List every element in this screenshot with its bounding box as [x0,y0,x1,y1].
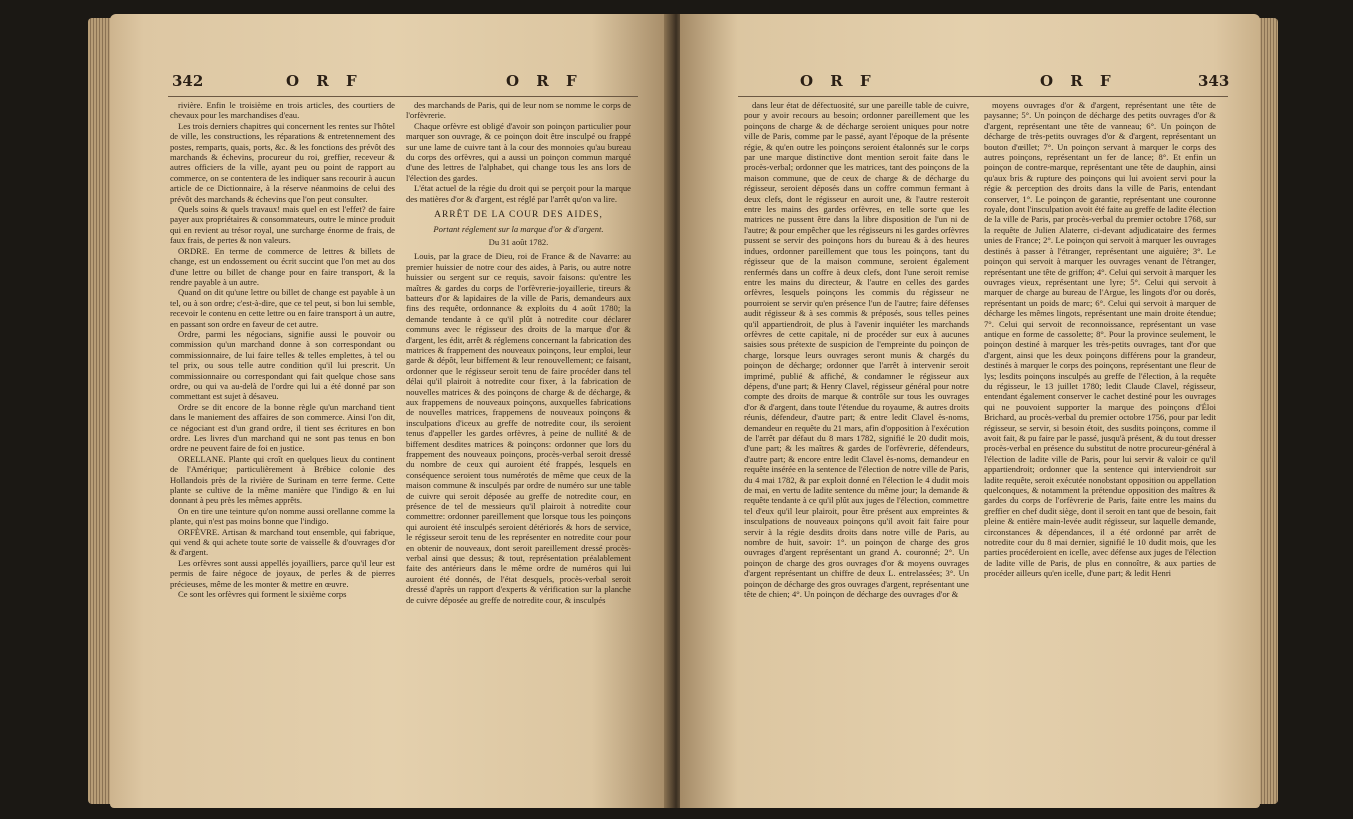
section-title: ARRÊT DE LA COUR DES AIDES, [434,210,603,221]
column-right-1 [744,100,969,800]
paragraph: Les trois derniers chapitres qui concernent les rentes sur l'hôtel de ville, les constructions, les réparations & entretennement des postes, remparts, quais, ports, &c. & les fonctions des prévôt des marchands & échevins, procureur du roi, greffier, receveur & autres officiers de la ville, ayant peu ou point de rapport au commerce, on se contentera de les indiquer sans recourir à aucun article de ce Dictionnaire, à la réserve néanmoins de celui des prévôt des marchands & échevins que l'on peut consulter. [170,120,395,204]
column-left-1 [170,100,395,800]
paragraph: Ordre se dit encore de la bonne règle qu'un marchand tient dans le maniement des affaires de son commerce. Ainsi l'on dit, ce négociant est d'un grand ordre, il tient ses écritures en bon ordre. Les livres d'un marchand qui ne sont pas tenus en bon ordre ne peuvent faire de foi en justice. [170,401,395,454]
running-head: O R F [1040,72,1117,90]
section-subtitle: Portant réglement sur la marque d'or & d'argent. [433,224,604,235]
header-rule [168,96,638,97]
left-page-header [110,72,670,96]
paragraph: dans leur état de défectuosité, sur une pareille table de cuivre, pour y avoir recours au besoin; ordonner pareillement que les poinçons de charge & de décharge seroient uniques pour notre ville de Paris, comme par le passé, ayant l'époque de la présente régie, & qu'en outre les poinçons seroient étalonnés sur le corps par une marque distinctive dont mention seroit faite dans le procès-verbal; ordonner que les matrices, tant des poinçons de la maison commune, que de ceux de charge & de décharge du régisseur, seroient déposés dans un coffre commun fermant à deux clefs, dont le régisseur en auroit une, & l'autre resteroit entre les mains des gardes orfèvres, en telle sorte que les matrices ne pussent être dans la libre disposition de l'un ni de l'autre; & pour empêcher que les régisseurs ni les gardes orfèvres pussent se servir des poinçons hors du bureau & à des heures indues, ordonner pareillement que tous les poinçons, tant du régisseur que de la maison commune, seroient également renfermés dans un coffre à deux clefs, dont l'une seroit remise entre les mains du directeur, & l'autre en celles des gardes orfèvres, lesquels poinçons les commis du régisseur ne pourroient se servir qu'en présence l'un de l'autre; faire défenses audit régisseur & à ses commis & préposés, sous telles peines qu'il appartiendroit, de plus à l'avenir inquiéter les marchands orfèvres de cette capitale, ni de procéder sur eux à aucunes saisies sous prétexte de suspicion de l'empreinte du poinçon de charge, lorsque leurs ouvrages seront munis & chargés du poinçon de décharge; ordonner que l'arrêt à intervenir seroit imprimé, publié & affiché, & condamner le régisseur aux dépens, d'une part; & Henry Clavel, régisseur général pour notre compte des droits de marque & contrôle sur tous les ouvrages d'or & d'argent, dans toute l'étendue du royaume, & autres droits réunis, défendeur, d'autre part; & entre ledit Clavel ès-noms, demandeur en requête du 21 mars, afin d'opposition à l'exécution de l'arrêt par défaut du 8 mars 1782, signifié le 20 dudit mois, d'une part; & les maîtres & gardes de l'orfèvrerie, défendeurs, d'autre part; & encore entre ledit Clavel ès-noms, demandeur en requête insérée en la sentence de l'élection de notre ville de Paris, du 4 mai 1782, & par exploit donné en l'élection le 4 dudit mois de mai, en vertu de ladite sentence du même jour; la demande & requête tendante à ce qu'il plût aux juges de l'élection, commettre tel d'eux qu'il leur plairoit, pour être présent aux empreintes & insculpations de nouveaux poinçons qu'il avoit fait faire pour servir à la régie desdits droits dans notre ville de Paris, au nombre de huit, savoir: 1°. un poinçon de charge des gros ouvrages d'argent représentant un grand A. couronné; 2°. Un poinçon de charge des gros ouvrages d'or & moyens ouvrages d'argent représentant un chiffre de deux L. entrelassées; 3°. Un poinçon de décharge des gros ouvrages d'argent, représentant une tête de chien; 4°. Un poinçon de décharge des ouvrages d'or & [744,100,969,600]
paragraph: moyens ouvrages d'or & d'argent, représentant une tête de paysanne; 5°. Un poinçon de décharge des petits ouvrages d'or & d'argent, représentant une tête de vanneau; 6°. Un poinçon de décharge de très-petits ouvrages d'or & d'argent, représentant un bouton d'œillet; 7°. Un poinçon servant à marquer le corps des autres poinçons, représentant un fer de lance; 8°. Et enfin un poinçon de contre-marque, représentant une tête de dauphin, ainsi qu'aux bris & rupture des poinçons qui lui avoient servi pour la régie & perception des droits dans la ville de Paris, entendant conserver, 1°. Le poinçon de garantie, représentant une couronne royale, dont l'insculpation avoit été faite au greffe de ladite élection de la ville de Paris, par procès-verbal du premier octobre 1768, sur la requête de Julien Alaterre, ci-devant adjudicataire des fermes unies de France; 2°. Le poinçon qui servoit à marquer les ouvrages destinés à passer à l'étranger, représentant une aiguière; 3°. Le poinçon qui servoit à marquer les ouvrages venant de l'étranger, représentant une tête de griffon; 4°. Celui qui servoit à marquer les ouvrages vieux, représentant une lyre; 5°. Celui qui servoit à marquer de charge au bureau de l'Argue, les lingots d'or ou dorés, représentant un poids de marc; 6°. Celui qui servoit à marquer de décharge les mêmes lingots, représentant une main droite étendue; 7°. Celui qui servoit de reconnoissance, représentant un vase antique en forme de cassolette; 8°. Pour la province seulement, le poinçon destiné à marquer les très-petits ouvrages, tant d'or que d'argent, ainsi que les deux poinçons différens pour la grandeur, destinés à marquer le corps des poinçons, représentant une fleur de lys; lesdits poinçons insculpés au greffe de l'élection, à la requête du régisseur, le 13 juillet 1780; ledit Claude Clavel, régisseur, entendant également conserver le cachet destiné pour les ouvrages qui ne pouvoient supporter la marque des poinçons d'Éloi Brichard, au procès-verbal du premier octobre 1756, pour par ledit régisseur, se servir, si besoin étoit, des susdits poinçons, comme il avoit fait, & pu faire par le passé, jusqu'à présent, & du tout dresser procès-verbal en présence du substitut de notre procureur-général à l'élection de ladite ville de Paris, pour lui servir & valoir ce qu'il appartiendroit; ordonner que la sentence qui interviendroit sur ladite requête, seroit exécutée nonobstant opposition ou appellation quelconques, & notamment la prétendue opposition des maîtres & gardes du corps de l'orfèvrerie de Paris, faite entre les mains du greffier en chef dudit siège, dont il seroit en tant que de besoin, fait pleine & entière main-levée audit régisseur, sur laquelle demande, circonstances & dépendances, il a été ordonné par arrêt de notredite cour du 8 mai dernier, signifié le 10 dudit mois, que les parties procéderoient en icelle, avec défense aux juges de l'élection de ladite ville de Paris, de plus en connoître, & aux parties de procéder ailleurs qu'en icelle, d'une part; & ledit Henri [984,100,1216,579]
running-head: O R F [800,72,877,90]
paragraph: Quels soins & quels travaux! mais quel en est l'effet? de faire payer aux propriétaires & consommateurs, outre le mince produit qui en revient au trésor royal, une surcharge énorme de frais, de faux frais, de pertes & non valeurs. [170,204,395,246]
page-number-right: 343 [1198,72,1230,90]
paragraph: Les orfèvres sont aussi appellés joyailliers, parce qu'il leur est permis de faire négoce de joyaux, de perles & de pierres précieuses, même de les monter & mettre en œuvre. [170,557,395,589]
paragraph: des marchands de Paris, qui de leur nom se nomme le corps de l'orfèvrerie. [406,100,631,121]
right-page-header [680,72,1260,96]
section-date: Du 31 août 1782. [488,236,549,247]
page-edges-left [88,18,112,804]
paragraph: ORFÈVRE. Artisan & marchand tout ensemble, qui fabrique, qui vend & qui achete toute sorte de vaisselle & d'ouvrages d'or & d'argent. [170,526,395,558]
paragraph: On en tire une teinture qu'on nomme aussi orellanne comme la plante, qui n'est pas moins bonne que l'indigo. [170,505,395,527]
header-rule [738,96,1228,97]
paragraph: rivière. Enfin le troisième en trois articles, des courtiers de chevaux pour les marchandises d'eau. [170,100,395,121]
column-right-2 [984,100,1216,800]
paragraph: Ce sont les orfèvres qui forment le sixième corps [178,589,347,600]
paragraph: Louis, par la grace de Dieu, roi de France & de Navarre: au premier huissier de notre cour des aides, à Paris, ou autre notre huissier ou sergent sur ce requis, savoir faisons: qu'entre les maîtres & gardes du corps de l'orfèvrerie-joyaillerie, tireurs & batteurs d'or & lapidaires de la ville de Paris, demandeurs aux fins des requête, ordonnance & exploits du 4 août 1780; la demande tendante à ce qu'il plût à notredite cour déclarer communs avec le régisseur des droits de la marque d'or & d'argent, les édit, arrêt & réglemens concernant la fabrication des matrices & frappement des nouveaux poinçons, leur emploi, leur garde & dépôt, leur biffement & leur renouvellement; ce faisant, ordonner que le régisseur seroit tenu de faire procéder dans tel délai qu'il plairoit à notredite cour fixer, à la fabrication de nouvelles matrices & des poinçons de charge & de décharge, & aux frappemens de nouveaux poinçons, auxquelles fabrications de nouvelles matrices, frappemens de nouveaux poinçons & insculpations d'iceux au greffe de notredite cour, ils seroient tenus d'appeller les gardes orfèvres, à peine de nullité & de biffement desdites matrices & poinçons: ordonner que lors du frappement des nouveaux poinçons, procès-verbal seroit dressé du nombre de ceux qui auroient été frappés, lesquels en conséquence seroient tous numérotés de même que ceux de la maison commune & insculpés par ordre de numéro sur une table de cuivre qui seroit déposée au greffe de notredite cour, en présence de tel de messieurs qu'il plairoit à notredite cour commettre: ordonner pareillement que lorsque tous les poinçons qui auroient été insculpés seroient détériorés & hors de service, le régisseur seroit tenu de les représenter en notredite cour pour en obtenir de nouveaux, dont seroit pareillement dressé procès-verbal ainsi que dessus; & tout, représentation préalablement faite des antérieurs dans le même ordre de numéros qui lui auroient été donnés, de l'état desquels, procès-verbal seroit dressé d'après un rapport d'experts & vérification sur la planche de cuivre déposée au greffe de notredite cour, & insculpés [406,251,631,605]
paragraph: Quand on dit qu'une lettre ou billet de change est payable à un tel, ou à son ordre; c'est-à-dire, que ce tel peut, si bon lui semble, recevoir le contenu en cette lettre ou en faire transport à un autre, en passant son ordre en faveur de cet autre. [170,287,395,329]
paragraph: Chaque orfèvre est obligé d'avoir son poinçon particulier pour marquer son ouvrage, & ce poinçon doit être insculpé ou frappé sur une lame de cuivre tant à la cour des monnoies qu'au bureau du corps des orfèvres, qui a aussi un poinçon commun marqué d'une des lettres de l'alphabet, qui change tous les ans lors de l'élection des gardes. [406,120,631,183]
running-head: O R F [286,72,363,90]
paragraph: ORDRE. En terme de commerce de lettres & billets de change, est un endossement ou écrit succint que l'on met au dos d'une lettre ou billet de change pour en faire transport, & la rendre payable à un autre. [170,245,395,287]
left-page [110,14,670,808]
running-head: O R F [506,72,583,90]
column-left-2 [406,100,631,800]
paragraph: Ordre, parmi les négocians, signifie aussi le pouvoir ou commission qu'un marchand donne à son correspondant ou commissionnaire, de lui faire telles & telles emplettes, à tel ou tel prix, ou sous telle autre condition qu'il lui prescrit. Un commissionnaire ou correspondant qui fait quelque chose sans ordre, ou qui va au-delà de l'ordre qui lui a été donné par son commettant est sujet à désaveu. [170,328,395,402]
page-number-left: 342 [172,72,204,90]
paragraph: L'état actuel de la régie du droit qui se perçoit pour la marque des matières d'or & d'argent, est réglé par l'arrêt qu'on va lire. [406,183,631,204]
right-page [680,14,1260,808]
paragraph: ORELLANE. Plante qui croît en quelques lieux du continent de l'Amérique; particulièrement à Brébice colonie des Hollandois près de la rivière de Surinam en terre ferme. Cette plante se cultive de la même manière que l'indigo & en lui donnant à peu près les mêmes apprêts. [170,453,395,506]
